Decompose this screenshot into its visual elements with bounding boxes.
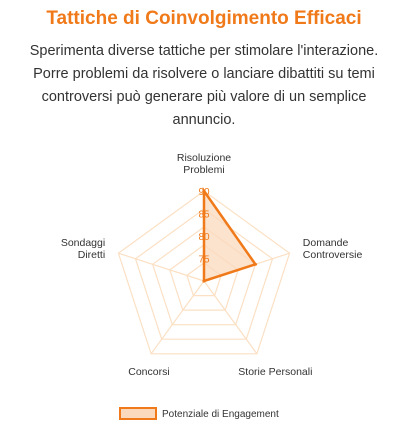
axis-label-line: Controversie (302, 249, 363, 262)
axis-label-line: Storie Personali (238, 365, 313, 378)
axis-label-line: Concorsi (128, 365, 170, 378)
tick-label: 90 (198, 187, 210, 198)
tick-label: 85 (198, 209, 210, 221)
chart-title: Tattiche di Coinvolgimento Efficaci (46, 8, 362, 29)
tick-label: 80 (198, 232, 210, 243)
axis-label (238, 366, 312, 378)
axis-label (128, 366, 169, 378)
data-point (203, 280, 206, 283)
data-point (254, 263, 257, 266)
axis-label-line: Risoluzione (176, 152, 232, 164)
legend-swatch (120, 408, 156, 419)
series-area (204, 191, 255, 281)
legend-label: Potenziale di Engagement (162, 409, 279, 420)
axis-label-line: Sondaggi (60, 237, 106, 250)
axis-label-line: Diretti (77, 249, 106, 262)
axis-label (177, 152, 231, 176)
chart-description: Sperimenta diverse tattiche per stimolare l'interazione. Porre problemi da risolvere o lanciare dibattiti su temi controversi può generare più valore di un semplice annuncio. (29, 43, 379, 128)
legend (120, 408, 279, 420)
axis-label (303, 237, 363, 261)
radar-series (203, 190, 257, 283)
axis-label-line: Domande (302, 237, 349, 250)
axis-label-line: Problemi (183, 164, 225, 176)
tick-label: 75 (198, 254, 210, 266)
axis-label (61, 237, 105, 261)
